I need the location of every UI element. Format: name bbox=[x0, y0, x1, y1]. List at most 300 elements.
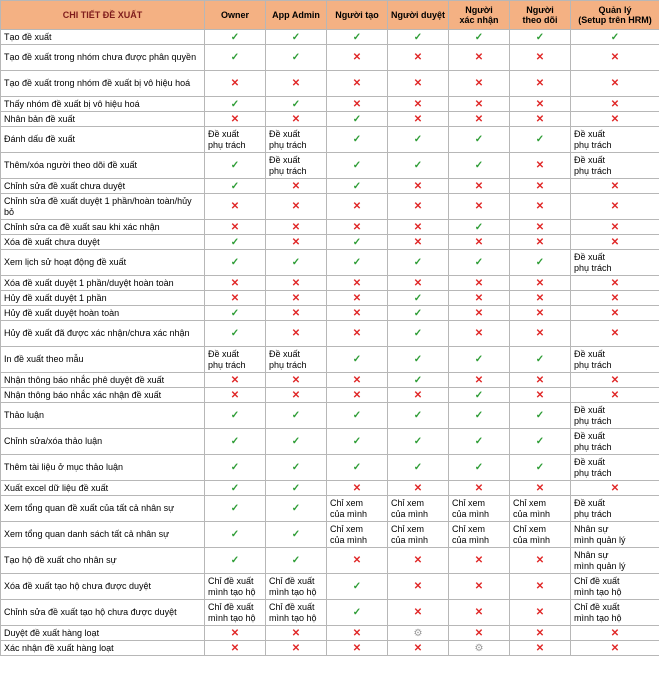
permission-cell bbox=[449, 388, 510, 403]
permission-cell bbox=[510, 112, 571, 127]
feature-label: Chỉnh sửa đề xuất duyệt 1 phần/hoàn toàn/hủy bỏ bbox=[1, 194, 205, 220]
cross-icon: ✕ bbox=[230, 78, 240, 89]
check-icon: ✓ bbox=[474, 160, 484, 171]
check-icon: ✓ bbox=[413, 160, 423, 171]
cross-icon: ✕ bbox=[352, 627, 362, 639]
permission-cell bbox=[510, 127, 571, 153]
permission-cell bbox=[449, 127, 510, 153]
permission-cell bbox=[510, 291, 571, 306]
check-icon: ✓ bbox=[291, 52, 301, 63]
check-icon: ✓ bbox=[413, 410, 423, 421]
column-header-role: Owner bbox=[205, 1, 266, 30]
permission-cell bbox=[510, 626, 571, 641]
table-row bbox=[1, 321, 659, 347]
check-icon: ✓ bbox=[352, 462, 362, 473]
check-icon: ✓ bbox=[230, 31, 240, 43]
cross-icon: ✕ bbox=[610, 180, 620, 192]
cross-icon: ✕ bbox=[474, 482, 484, 494]
check-icon: ✓ bbox=[474, 462, 484, 473]
permission-note: Chỉ đề xuất mình tạo hộ bbox=[571, 600, 659, 626]
permission-cell bbox=[449, 455, 510, 481]
cross-icon: ✕ bbox=[291, 201, 301, 212]
permission-cell bbox=[388, 321, 449, 347]
cross-icon: ✕ bbox=[352, 292, 362, 304]
cross-icon: ✕ bbox=[413, 113, 423, 125]
permission-cell bbox=[388, 291, 449, 306]
feature-label: Nhân bản đề xuất bbox=[1, 112, 205, 127]
permission-cell bbox=[327, 112, 388, 127]
permission-cell bbox=[266, 71, 327, 97]
permission-cell bbox=[449, 291, 510, 306]
permission-cell bbox=[327, 403, 388, 429]
permission-cell bbox=[266, 194, 327, 220]
permission-cell bbox=[510, 45, 571, 71]
permission-cell bbox=[510, 321, 571, 347]
permission-cell bbox=[327, 127, 388, 153]
cross-icon: ✕ bbox=[413, 98, 423, 110]
check-icon: ✓ bbox=[474, 221, 484, 233]
check-icon: ✓ bbox=[413, 307, 423, 319]
permission-cell bbox=[388, 276, 449, 291]
table-row bbox=[1, 522, 659, 548]
feature-label: Xem lịch sử hoạt động đề xuất bbox=[1, 250, 205, 276]
permission-cell bbox=[205, 388, 266, 403]
cross-icon: ✕ bbox=[291, 328, 301, 339]
permission-cell bbox=[205, 220, 266, 235]
permission-cell bbox=[388, 600, 449, 626]
check-icon: ✓ bbox=[535, 257, 545, 268]
cross-icon: ✕ bbox=[535, 113, 545, 125]
check-icon: ✓ bbox=[535, 134, 545, 145]
feature-label: Hủy đề xuất duyệt 1 phần bbox=[1, 291, 205, 306]
check-icon: ✓ bbox=[352, 410, 362, 421]
permission-note: Đề xuất phụ trách bbox=[266, 153, 327, 179]
cross-icon: ✕ bbox=[535, 221, 545, 233]
permission-cell bbox=[571, 626, 659, 641]
permission-cell bbox=[205, 429, 266, 455]
permission-cell bbox=[571, 112, 659, 127]
permission-cell bbox=[266, 291, 327, 306]
check-icon: ✓ bbox=[352, 236, 362, 248]
check-icon: ✓ bbox=[352, 436, 362, 447]
check-icon: ✓ bbox=[535, 410, 545, 421]
permission-cell bbox=[205, 481, 266, 496]
permission-cell bbox=[205, 306, 266, 321]
permission-cell bbox=[571, 481, 659, 496]
permission-cell bbox=[571, 71, 659, 97]
permission-note: Chỉ đề xuất mình tạo hộ bbox=[266, 600, 327, 626]
table-row bbox=[1, 112, 659, 127]
permission-cell bbox=[510, 71, 571, 97]
cross-icon: ✕ bbox=[291, 180, 301, 192]
permission-note: Đề xuất phụ trách bbox=[571, 455, 659, 481]
permission-cell bbox=[327, 455, 388, 481]
permission-cell bbox=[327, 306, 388, 321]
permission-cell bbox=[510, 30, 571, 45]
permission-cell bbox=[510, 481, 571, 496]
cross-icon: ✕ bbox=[535, 482, 545, 494]
table-row bbox=[1, 291, 659, 306]
permission-cell bbox=[449, 153, 510, 179]
permission-cell bbox=[571, 641, 659, 656]
check-icon: ✓ bbox=[230, 52, 240, 63]
feature-label: Thảo luận bbox=[1, 403, 205, 429]
permission-cell bbox=[327, 574, 388, 600]
permission-cell bbox=[205, 321, 266, 347]
feature-label: Nhận thông báo nhắc phê duyệt đề xuất bbox=[1, 373, 205, 388]
permission-cell bbox=[571, 321, 659, 347]
cross-icon: ✕ bbox=[610, 292, 620, 304]
table-row bbox=[1, 388, 659, 403]
check-icon: ✓ bbox=[230, 482, 240, 494]
check-icon: ✓ bbox=[413, 436, 423, 447]
permission-cell bbox=[510, 574, 571, 600]
check-icon: ✓ bbox=[413, 462, 423, 473]
permission-cell bbox=[388, 548, 449, 574]
feature-label: Nhận thông báo nhắc xác nhận đề xuất bbox=[1, 388, 205, 403]
cross-icon: ✕ bbox=[474, 98, 484, 110]
cross-icon: ✕ bbox=[291, 221, 301, 233]
check-icon: ✓ bbox=[291, 31, 301, 43]
feature-label: Đánh dấu đề xuất bbox=[1, 127, 205, 153]
feature-label: In đề xuất theo mẫu bbox=[1, 347, 205, 373]
cross-icon: ✕ bbox=[474, 277, 484, 289]
feature-label: Tạo hộ đề xuất cho nhân sự bbox=[1, 548, 205, 574]
feature-label: Xác nhận đề xuất hàng loạt bbox=[1, 641, 205, 656]
cross-icon: ✕ bbox=[610, 627, 620, 639]
permission-cell bbox=[510, 388, 571, 403]
check-icon: ✓ bbox=[230, 462, 240, 473]
check-icon: ✓ bbox=[352, 607, 362, 618]
check-icon: ✓ bbox=[291, 410, 301, 421]
permission-cell bbox=[327, 250, 388, 276]
check-icon: ✓ bbox=[230, 503, 240, 514]
permission-cell bbox=[571, 276, 659, 291]
cross-icon: ✕ bbox=[230, 277, 240, 289]
permission-cell bbox=[327, 548, 388, 574]
permission-cell bbox=[327, 388, 388, 403]
permission-cell bbox=[388, 403, 449, 429]
cross-icon: ✕ bbox=[291, 642, 301, 654]
permission-cell bbox=[266, 250, 327, 276]
cross-icon: ✕ bbox=[610, 482, 620, 494]
table-row bbox=[1, 641, 659, 656]
permission-cell bbox=[327, 429, 388, 455]
table-body bbox=[1, 30, 659, 656]
permission-cell bbox=[266, 429, 327, 455]
check-icon: ✓ bbox=[291, 462, 301, 473]
cross-icon: ✕ bbox=[291, 113, 301, 125]
permission-cell bbox=[205, 373, 266, 388]
permission-cell bbox=[327, 194, 388, 220]
table-row bbox=[1, 97, 659, 112]
permission-cell bbox=[205, 194, 266, 220]
cross-icon: ✕ bbox=[535, 52, 545, 63]
permission-cell bbox=[266, 45, 327, 71]
permission-cell bbox=[571, 388, 659, 403]
permission-cell bbox=[327, 600, 388, 626]
cross-icon: ✕ bbox=[352, 482, 362, 494]
cross-icon: ✕ bbox=[535, 374, 545, 386]
table-row bbox=[1, 600, 659, 626]
check-icon: ✓ bbox=[413, 374, 423, 386]
permission-cell bbox=[327, 220, 388, 235]
permission-note: Chỉ xem của mình bbox=[449, 522, 510, 548]
permission-cell bbox=[449, 347, 510, 373]
permission-cell bbox=[510, 220, 571, 235]
feature-label: Xem tổng quan đề xuất của tất cả nhân sự bbox=[1, 496, 205, 522]
permission-cell bbox=[327, 291, 388, 306]
permission-note: Đề xuất phụ trách bbox=[266, 347, 327, 373]
permission-cell bbox=[327, 30, 388, 45]
check-icon: ✓ bbox=[230, 180, 240, 192]
permission-cell bbox=[327, 641, 388, 656]
permission-cell bbox=[388, 30, 449, 45]
check-icon: ✓ bbox=[474, 354, 484, 365]
feature-label: Xóa đề xuất tạo hộ chưa được duyệt bbox=[1, 574, 205, 600]
permission-cell bbox=[449, 194, 510, 220]
permission-cell bbox=[510, 403, 571, 429]
cross-icon: ✕ bbox=[413, 52, 423, 63]
permission-note: Đề xuất phụ trách bbox=[571, 153, 659, 179]
check-icon: ✓ bbox=[291, 503, 301, 514]
permission-cell bbox=[510, 250, 571, 276]
check-icon: ✓ bbox=[352, 180, 362, 192]
cross-icon: ✕ bbox=[535, 78, 545, 89]
cross-icon: ✕ bbox=[413, 642, 423, 654]
permission-cell bbox=[205, 455, 266, 481]
cross-icon: ✕ bbox=[535, 607, 545, 618]
check-icon: ✓ bbox=[291, 436, 301, 447]
feature-label: Chỉnh sửa đề xuất tạo hộ chưa được duyệt bbox=[1, 600, 205, 626]
check-icon: ✓ bbox=[413, 292, 423, 304]
permission-cell bbox=[510, 600, 571, 626]
feature-label: Duyệt đề xuất hàng loạt bbox=[1, 626, 205, 641]
permission-cell bbox=[510, 347, 571, 373]
permission-cell bbox=[388, 347, 449, 373]
cross-icon: ✕ bbox=[535, 555, 545, 566]
check-icon: ✓ bbox=[352, 354, 362, 365]
cross-icon: ✕ bbox=[474, 78, 484, 89]
permission-note: Đề xuất phụ trách bbox=[571, 127, 659, 153]
permission-note: Chỉ xem của mình bbox=[327, 522, 388, 548]
permission-cell bbox=[266, 548, 327, 574]
permission-cell bbox=[388, 250, 449, 276]
column-header-role: App Admin bbox=[266, 1, 327, 30]
feature-label: Hủy đề xuất duyệt hoàn toàn bbox=[1, 306, 205, 321]
cross-icon: ✕ bbox=[291, 389, 301, 401]
table-row bbox=[1, 276, 659, 291]
cross-icon: ✕ bbox=[474, 555, 484, 566]
check-icon: ✓ bbox=[230, 98, 240, 110]
permission-cell bbox=[571, 45, 659, 71]
cross-icon: ✕ bbox=[474, 292, 484, 304]
feature-label: Xóa đề xuất duyệt 1 phần/duyệt hoàn toàn bbox=[1, 276, 205, 291]
permission-cell bbox=[571, 220, 659, 235]
permission-cell bbox=[510, 373, 571, 388]
cross-icon: ✕ bbox=[610, 113, 620, 125]
feature-label: Thêm/xóa người theo dõi đề xuất bbox=[1, 153, 205, 179]
permission-cell bbox=[205, 153, 266, 179]
column-header-role: Người theo dõi bbox=[510, 1, 571, 30]
cross-icon: ✕ bbox=[474, 328, 484, 339]
permission-cell bbox=[571, 291, 659, 306]
cross-icon: ✕ bbox=[352, 98, 362, 110]
permission-cell bbox=[327, 153, 388, 179]
cross-icon: ✕ bbox=[352, 374, 362, 386]
cross-icon: ✕ bbox=[474, 607, 484, 618]
feature-label: Chỉnh sửa/xóa thảo luận bbox=[1, 429, 205, 455]
permission-cell bbox=[449, 373, 510, 388]
check-icon: ✓ bbox=[230, 307, 240, 319]
cross-icon: ✕ bbox=[230, 292, 240, 304]
permission-cell bbox=[388, 179, 449, 194]
table-row bbox=[1, 548, 659, 574]
cross-icon: ✕ bbox=[535, 160, 545, 171]
permission-cell bbox=[327, 373, 388, 388]
table-row bbox=[1, 496, 659, 522]
permission-note: Chỉ đề xuất mình tạo hộ bbox=[266, 574, 327, 600]
feature-label: Chỉnh sửa đề xuất chưa duyệt bbox=[1, 179, 205, 194]
permission-note: Chỉ xem của mình bbox=[388, 496, 449, 522]
table-row bbox=[1, 250, 659, 276]
cross-icon: ✕ bbox=[352, 642, 362, 654]
permission-note: Đề xuất phụ trách bbox=[571, 496, 659, 522]
permission-note: Đề xuất phụ trách bbox=[205, 347, 266, 373]
table-row bbox=[1, 403, 659, 429]
cross-icon: ✕ bbox=[474, 581, 484, 592]
permission-cell bbox=[205, 496, 266, 522]
cross-icon: ✕ bbox=[413, 78, 423, 89]
permission-cell bbox=[327, 97, 388, 112]
check-icon: ✓ bbox=[610, 31, 620, 43]
feature-label: Chỉnh sửa ca đề xuất sau khi xác nhận bbox=[1, 220, 205, 235]
table-row bbox=[1, 153, 659, 179]
cross-icon: ✕ bbox=[352, 201, 362, 212]
cross-icon: ✕ bbox=[291, 277, 301, 289]
permission-cell bbox=[388, 71, 449, 97]
permission-cell bbox=[571, 30, 659, 45]
permission-cell bbox=[205, 291, 266, 306]
permission-cell bbox=[510, 194, 571, 220]
cross-icon: ✕ bbox=[535, 180, 545, 192]
cross-icon: ✕ bbox=[352, 52, 362, 63]
permission-note: Đề xuất phụ trách bbox=[266, 127, 327, 153]
permission-cell bbox=[510, 97, 571, 112]
feature-label: Tạo đề xuất bbox=[1, 30, 205, 45]
permission-cell bbox=[388, 429, 449, 455]
permission-cell bbox=[510, 235, 571, 250]
permission-cell bbox=[449, 97, 510, 112]
cross-icon: ✕ bbox=[413, 555, 423, 566]
table-row bbox=[1, 220, 659, 235]
permission-note: Chỉ xem của mình bbox=[388, 522, 449, 548]
permission-note: Chỉ đề xuất mình tạo hộ bbox=[205, 600, 266, 626]
cross-icon: ✕ bbox=[291, 78, 301, 89]
permission-cell bbox=[449, 641, 510, 656]
cross-icon: ✕ bbox=[535, 277, 545, 289]
table-row bbox=[1, 71, 659, 97]
check-icon: ✓ bbox=[352, 581, 362, 592]
feature-label: Tạo đề xuất trong nhóm đề xuất bị vô hiệu hoá bbox=[1, 71, 205, 97]
check-icon: ✓ bbox=[230, 236, 240, 248]
permission-cell bbox=[266, 481, 327, 496]
cross-icon: ✕ bbox=[535, 98, 545, 110]
check-icon: ✓ bbox=[474, 389, 484, 401]
permission-cell bbox=[327, 71, 388, 97]
check-icon: ✓ bbox=[413, 134, 423, 145]
cross-icon: ✕ bbox=[535, 292, 545, 304]
table-row bbox=[1, 373, 659, 388]
cross-icon: ✕ bbox=[535, 581, 545, 592]
table-row bbox=[1, 306, 659, 321]
permission-cell bbox=[205, 112, 266, 127]
feature-label: Xóa đề xuất chưa duyệt bbox=[1, 235, 205, 250]
table-row bbox=[1, 574, 659, 600]
feature-label: Thấy nhóm đề xuất bị vô hiệu hoá bbox=[1, 97, 205, 112]
cross-icon: ✕ bbox=[610, 374, 620, 386]
permission-note: Đề xuất phụ trách bbox=[571, 429, 659, 455]
check-icon: ✓ bbox=[474, 257, 484, 268]
cross-icon: ✕ bbox=[610, 236, 620, 248]
permission-note: Đề xuất phụ trách bbox=[571, 250, 659, 276]
gear-icon: ⚙ bbox=[474, 642, 484, 654]
permission-cell bbox=[205, 626, 266, 641]
permission-cell bbox=[205, 45, 266, 71]
cross-icon: ✕ bbox=[230, 627, 240, 639]
permission-cell bbox=[327, 481, 388, 496]
cross-icon: ✕ bbox=[610, 277, 620, 289]
cross-icon: ✕ bbox=[230, 221, 240, 233]
column-header-role: Quản lý (Setup trên HRM) bbox=[571, 1, 659, 30]
cross-icon: ✕ bbox=[413, 180, 423, 192]
permission-cell bbox=[266, 641, 327, 656]
check-icon: ✓ bbox=[230, 529, 240, 540]
permission-cell bbox=[388, 127, 449, 153]
permission-cell bbox=[510, 429, 571, 455]
cross-icon: ✕ bbox=[413, 221, 423, 233]
table-row bbox=[1, 347, 659, 373]
cross-icon: ✕ bbox=[610, 221, 620, 233]
cross-icon: ✕ bbox=[535, 389, 545, 401]
check-icon: ✓ bbox=[291, 482, 301, 494]
permission-cell bbox=[205, 548, 266, 574]
check-icon: ✓ bbox=[413, 354, 423, 365]
cross-icon: ✕ bbox=[352, 277, 362, 289]
permission-cell bbox=[205, 97, 266, 112]
feature-label: Hủy đề xuất đã được xác nhận/chưa xác nhận bbox=[1, 321, 205, 347]
cross-icon: ✕ bbox=[230, 113, 240, 125]
cross-icon: ✕ bbox=[352, 328, 362, 339]
permission-cell bbox=[449, 112, 510, 127]
cross-icon: ✕ bbox=[474, 201, 484, 212]
table-row bbox=[1, 30, 659, 45]
table-row bbox=[1, 194, 659, 220]
permission-cell bbox=[449, 71, 510, 97]
check-icon: ✓ bbox=[413, 257, 423, 268]
cross-icon: ✕ bbox=[535, 627, 545, 639]
permission-cell bbox=[449, 306, 510, 321]
permission-cell bbox=[388, 306, 449, 321]
permission-cell bbox=[449, 429, 510, 455]
permission-cell bbox=[510, 548, 571, 574]
permission-cell bbox=[510, 641, 571, 656]
permission-cell bbox=[266, 306, 327, 321]
check-icon: ✓ bbox=[352, 134, 362, 145]
permission-cell bbox=[388, 235, 449, 250]
check-icon: ✓ bbox=[352, 160, 362, 171]
permission-cell bbox=[205, 522, 266, 548]
